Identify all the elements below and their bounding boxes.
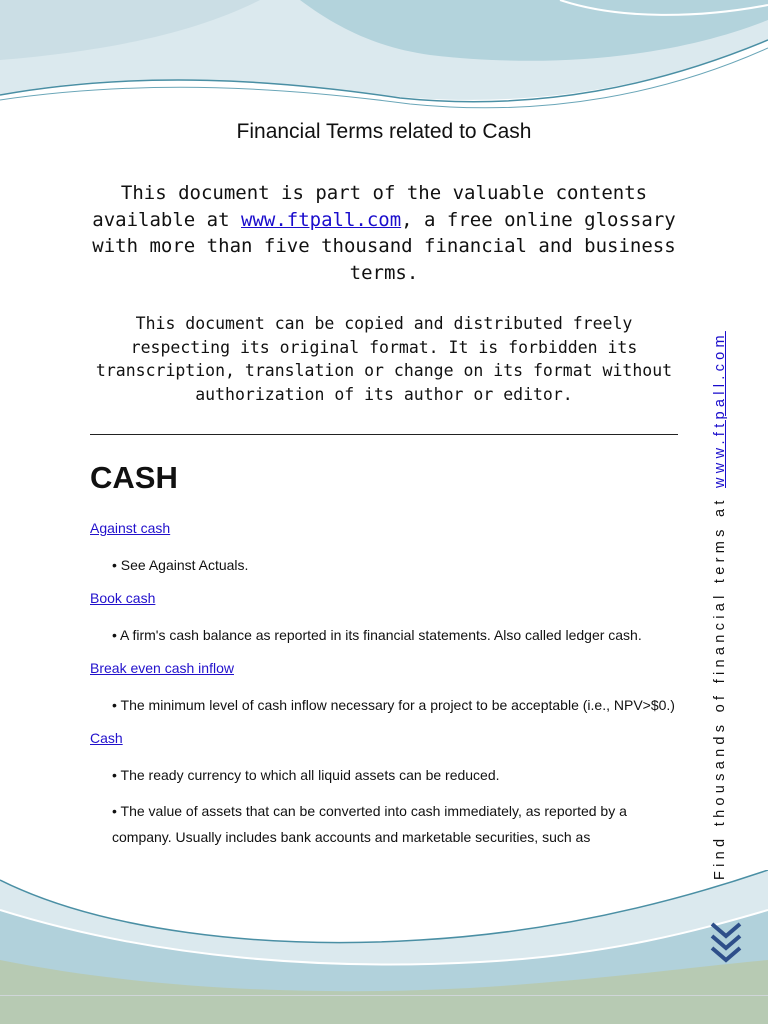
term-definition: • The minimum level of cash inflow necessary for a project to be acceptable (i.e., NPV>$0.) <box>112 697 675 713</box>
glossary-entries <box>90 518 690 860</box>
term-link-cash[interactable]: Cash <box>90 730 123 746</box>
term-link-break-even-cash-inflow[interactable]: Break even cash inflow <box>90 660 234 676</box>
term-definition: • The value of assets that can be converted into cash immediately, as reported by a company. Usually includes bank accounts and marketable securities, such as <box>112 803 627 845</box>
intro-paragraph <box>88 180 680 286</box>
term-definition: • A firm's cash balance as reported in its financial statements. Also called ledger cash. <box>112 627 642 643</box>
document-title: Financial Terms related to Cash <box>236 120 532 143</box>
horizontal-divider <box>90 434 678 435</box>
footer-divider <box>0 995 768 996</box>
intro-text-start: This document is part of the valuable contents available at <box>92 182 648 231</box>
term-link-against-cash[interactable]: Against cash <box>90 520 171 536</box>
wave-top-decoration <box>0 0 768 125</box>
copyright-notice: This document can be copied and distributed freely respecting its original format. It is forbidden its transcription, translation or change on its format without authorization of its author or editor. <box>95 314 673 404</box>
term-definition: • See Against Actuals. <box>112 557 249 573</box>
sidebar-ftpall-link[interactable]: www.ftpall.com <box>712 331 728 488</box>
term-link-book-cash[interactable]: Book cash <box>90 590 156 606</box>
term-definition: • The ready currency to which all liquid assets can be reduced. <box>112 767 500 783</box>
wave-bottom-decoration <box>0 870 768 1024</box>
vertical-sidebar-text <box>712 331 728 880</box>
sidebar-caption: Find thousands of financial terms at <box>712 487 728 880</box>
double-chevron-down-icon[interactable] <box>708 918 744 968</box>
ftpall-link[interactable]: www.ftpall.com <box>241 208 402 231</box>
section-heading: CASH <box>90 460 178 495</box>
intro-text-end: , a free online glossary with more than five thousand financial and business terms. <box>92 208 676 284</box>
